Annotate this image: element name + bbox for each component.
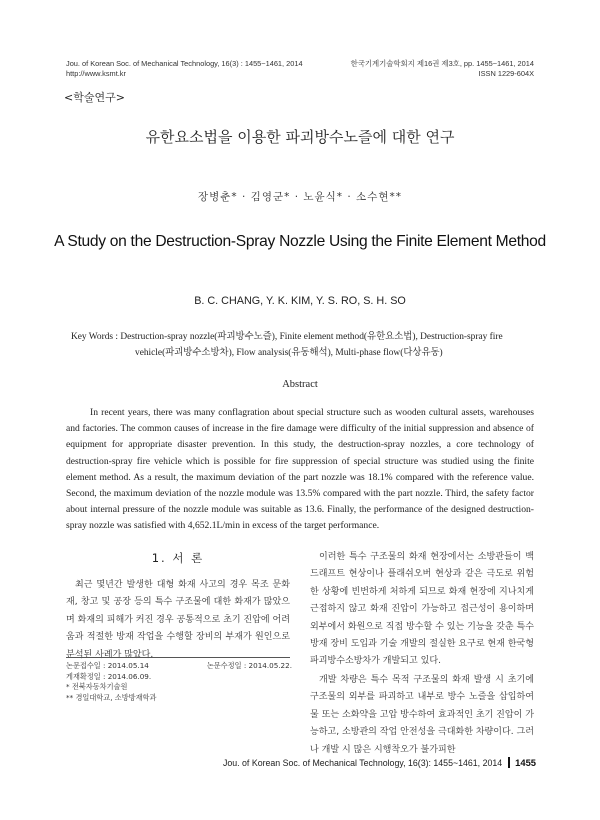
page-footer	[190, 757, 536, 768]
affiliation-2: ** 경일대학교, 소방방재학과	[66, 692, 157, 702]
keywords-block	[71, 329, 541, 361]
section-tag: <학술연구>	[64, 91, 125, 104]
footnote-rule	[66, 657, 290, 658]
abstract-heading: Abstract	[282, 379, 318, 390]
footnotes	[66, 661, 292, 703]
journal-header-left	[66, 59, 336, 79]
keywords-label: Key Words :	[71, 332, 118, 342]
intro-paragraph-right-2: 개발 차량은 특수 목적 구조물의 화재 발생 시 초기에 구조물의 외부를 파괴하고 내부로 방수 노즐을 삽입하여 물 또는 소화약을 고압 방수하여 효과적인 초기 진압이 가능하고, 소방관의 작업 안전성을 극대화한 차량이다. 그러나 개발 시 많은 시행착오가 불가피한	[310, 675, 535, 755]
intro-paragraph-left: 최근 몇년간 발생한 대형 화재 사고의 경우 목조 문화재, 창고 및 공장 등의 특수 구조물에 대한 화재가 많았으며 화재의 피해가 커진 경우 공통적으로 초기 진압에 어려움과 적절한 방재 작업을 수행할 장비의 부재가 원인으로 분석된 사례가 많았다.	[66, 580, 291, 660]
received-date: 논문접수일 : 2014.05.14	[66, 661, 149, 670]
intro-paragraph-right-1: 이러한 특수 구조물의 화재 현장에서는 소방관들이 백드래프트 현상이나 플래쉬오버 현상과 같은 극도로 위험한 상황에 빈번하게 처하게 되므로 화재 현장에 지나치게 근접하지 않고 화재 진압이 가능하고 접근성이 용이하며 외부에서 화원으로 직접 방수할 수 있는 기능을 갖춘 특수 방재 장비 도입과 기술 개발의 절실한 요구로 현재 한국형 파괴방수소방차가 개발되고 있다.	[310, 552, 535, 667]
journal-issn: ISSN 1229-604X	[478, 69, 534, 78]
footer-divider	[508, 757, 510, 768]
footer-running-citation: Jou. of Korean Soc. of Mechanical Technology, 16(3): 1455~1461, 2014	[222, 757, 503, 768]
paper-title-ko: 유한요소법을 이용한 파괴방수노즐에 대한 연구	[145, 128, 455, 146]
section-1-title: 1. 서 론	[151, 551, 205, 565]
page-number: 1455	[515, 757, 536, 768]
affiliation-1: * 전북자동차기술원	[66, 682, 128, 692]
accepted-date: 게재확정일 : 2014.06.09.	[66, 671, 152, 681]
paper-title-en: A Study on the Destruction-Spray Nozzle Using the Finite Element Method	[54, 233, 546, 250]
journal-citation-ko: 한국기계기술학회지 제16권 제3호, pp. 1455~1461, 2014	[350, 59, 534, 68]
journal-citation-en: Jou. of Korean Soc. of Mechanical Technology, 16(3) : 1455~1461, 2014	[66, 59, 303, 68]
journal-url: http://www.ksmt.kr	[66, 69, 126, 78]
authors-ko: 장병춘* · 김영군* · 노윤식* · 소수현**	[197, 191, 402, 203]
authors-en: B. C. CHANG, Y. K. KIM, Y. S. RO, S. H. SO	[194, 295, 406, 307]
abstract-text: In recent years, there was many conflagration about special structure such as wooden cultural assets, warehouses and factories. The common causes of increase in the fire damage were difficulty of the initial suppression and absence of equipment for appropriate disaster prevention. In this study, the destruction-spray nozzles, a core technology of destruction-spray fire vehicle which is possible for fire suppression of special structure was studied using the finite element method. As a result, the maximum deviation of the part nozzle was 18.1% compared with the reference value. Second, the maximum deviation of the nozzle module was 13.5% compared with the part nozzle. Third, the safety factor about internal pressure of the nozzle module was suitable as 13.6. Finally, the performance of the designed destruction-spray nozzle was satisfied with 4,652.1L/min in excess of the target performance.	[66, 407, 534, 532]
keywords-line2: vehicle(파괴방수소방차), Flow analysis(유동해석), Multi-phase flow(다상유동)	[135, 348, 443, 358]
revised-date: 논문수정일 : 2014.05.22.	[206, 661, 292, 670]
journal-header-right	[300, 59, 534, 79]
keywords-line1: Destruction-spray nozzle(파괴방수노즐), Finite element method(유한요소법), Destruction-spray fire	[120, 332, 503, 342]
